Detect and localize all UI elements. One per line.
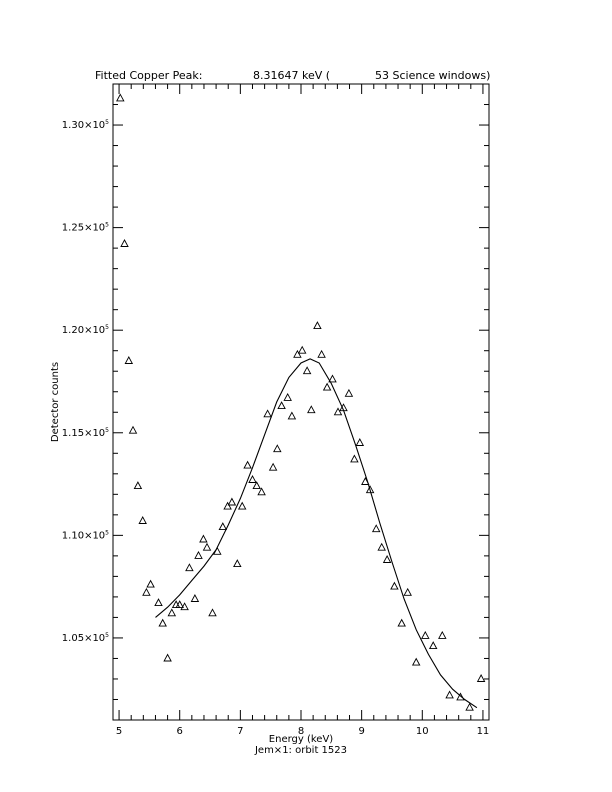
chart-subtitle: Jem×1: orbit 1523 — [254, 745, 348, 756]
data-point-triangle — [125, 357, 132, 364]
data-point-triangle — [299, 347, 306, 354]
y-tick-label — [62, 427, 109, 439]
y-tick-label — [62, 529, 109, 541]
data-point-triangle — [478, 675, 485, 682]
data-point-triangle — [314, 322, 321, 329]
data-point-triangle — [422, 632, 429, 639]
data-point-triangle — [288, 412, 295, 419]
data-point-triangle — [134, 482, 141, 489]
y-tick-mantissa: 1.10×10 — [61, 530, 106, 542]
data-point-triangle — [159, 620, 166, 627]
data-point-triangle — [224, 503, 231, 510]
data-point-triangle — [391, 583, 398, 590]
title-prefix: Fitted Copper Peak: — [95, 69, 203, 82]
x-axis-ticks — [119, 84, 483, 720]
y-tick-label — [62, 119, 109, 131]
x-axis-label: Energy (keV) — [268, 734, 334, 745]
y-tick-exponent: 5 — [105, 426, 109, 434]
data-point-triangle — [121, 240, 128, 247]
data-point-triangle — [191, 595, 198, 602]
y-tick-exponent: 5 — [105, 324, 109, 332]
data-point-triangle — [356, 439, 363, 446]
x-tick-label: 10 — [415, 726, 429, 737]
data-point-triangle — [278, 402, 285, 409]
x-tick-label: 7 — [237, 726, 244, 737]
data-point-triangle — [324, 384, 331, 391]
y-tick-mantissa: 1.05×10 — [61, 632, 106, 644]
fit-curve-layer — [156, 359, 477, 708]
data-point-triangle — [195, 552, 202, 559]
data-point-triangle — [446, 691, 453, 698]
data-point-triangle — [239, 503, 246, 510]
data-point-triangle — [147, 581, 154, 588]
data-point-triangle — [155, 599, 162, 606]
y-tick-exponent: 5 — [105, 221, 109, 229]
data-point-triangle — [219, 523, 226, 530]
data-point-triangle — [430, 642, 437, 649]
y-tick-mantissa: 1.15×10 — [61, 427, 106, 439]
data-point-triangle — [284, 394, 291, 401]
y-tick-mantissa: 1.30×10 — [61, 120, 106, 132]
y-tick-label — [62, 632, 109, 644]
data-point-triangle — [130, 427, 137, 434]
y-axis-tick-labels — [62, 119, 109, 644]
data-point-triangle — [143, 589, 150, 596]
y-tick-mantissa: 1.25×10 — [61, 222, 106, 234]
title-energy: 8.31647 keV ( — [253, 69, 331, 82]
data-point-triangle — [200, 536, 207, 543]
y-tick-exponent: 5 — [105, 529, 109, 537]
data-point-triangle — [264, 410, 271, 417]
title-windows: 53 Science windows) — [375, 69, 491, 82]
x-tick-label: 8 — [297, 726, 305, 737]
data-point-triangle — [270, 464, 277, 471]
chart-title — [95, 69, 490, 82]
data-points-layer — [117, 94, 485, 710]
data-point-triangle — [318, 351, 325, 358]
y-tick-exponent: 5 — [105, 119, 109, 127]
y-axis-label: Detector counts — [50, 361, 61, 443]
data-point-triangle — [253, 482, 260, 489]
data-point-triangle — [398, 620, 405, 627]
data-point-triangle — [384, 556, 391, 563]
data-point-triangle — [404, 589, 411, 596]
data-point-triangle — [373, 525, 380, 532]
data-point-triangle — [228, 499, 235, 506]
x-tick-label: 11 — [476, 726, 490, 737]
data-point-triangle — [249, 476, 256, 483]
data-point-triangle — [117, 94, 124, 101]
data-point-triangle — [176, 601, 183, 608]
data-point-triangle — [164, 655, 171, 662]
data-point-triangle — [345, 390, 352, 397]
data-point-triangle — [274, 445, 281, 452]
x-tick-label: 9 — [358, 726, 365, 737]
data-point-triangle — [168, 609, 175, 616]
data-point-triangle — [139, 517, 146, 524]
data-point-triangle — [413, 659, 420, 666]
data-point-triangle — [173, 601, 180, 608]
y-tick-mantissa: 1.20×10 — [61, 325, 106, 337]
data-point-triangle — [304, 367, 311, 374]
data-point-triangle — [439, 632, 446, 639]
x-tick-label: 5 — [115, 726, 123, 737]
data-point-triangle — [244, 462, 251, 469]
data-point-triangle — [351, 455, 358, 462]
y-axis-ticks — [113, 84, 489, 699]
y-tick-label — [62, 324, 109, 336]
plot-frame — [113, 84, 489, 720]
x-tick-label: 6 — [176, 726, 183, 737]
data-point-triangle — [186, 564, 193, 571]
data-point-triangle — [308, 406, 315, 413]
data-point-triangle — [378, 544, 385, 551]
y-tick-label — [62, 222, 109, 234]
fit-curve — [156, 359, 477, 708]
data-point-triangle — [258, 488, 265, 495]
y-tick-exponent: 5 — [105, 631, 109, 639]
data-point-triangle — [204, 544, 211, 551]
data-point-triangle — [234, 560, 241, 567]
data-point-triangle — [209, 609, 216, 616]
